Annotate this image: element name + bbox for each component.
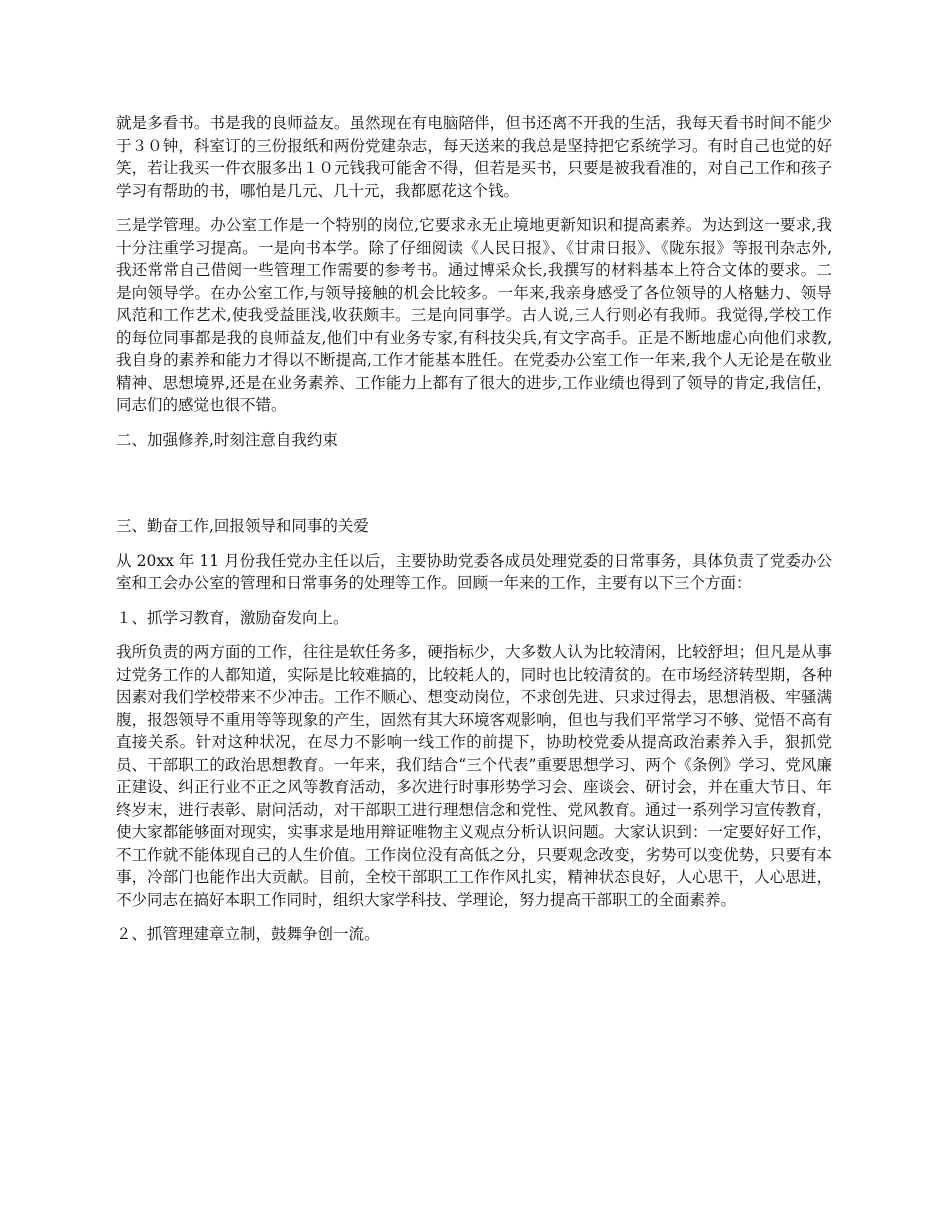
paragraph-reading-habit: 就是多看书。书是我的良师益友。虽然现在有电脑陪伴，但书还离不开我的生活，我每天看书时间不能少于３０钟，科室订的三份报纸和两份党建杂志，每天送来的我总是坚持把它系统学习。有时自己也觉的好笑，若让我买一件衣服多出１０元钱我可能舍不得，但若是买书，只要是被我看准的，对自己工作和孩子学习有帮助的书，哪怕是几元、几十元，我都愿花这个钱。 [116,114,832,200]
paragraph-study-education-detail: 我所负责的两方面的工作，往往是软任务多，硬指标少，大多数人认为比较清闲，比较舒坦；但凡是从事过党务工作的人都知道，实际是比较难搞的，比较耗人的，同时也比较清贫的。在市场经济转型期，各种因素对我们学校带来不少冲击。工作不顺心、想变动岗位，不求创先进、只求过得去，思想消极、牢骚满腹，报怨领导不重用等等现象的产生，固然有其大环境客观影响，但也与我们平常学习不够、觉悟不高有直接关系。针对这种状况，在尽力不影响一线工作的前提下，协助校党委从提高政治素养入手，狠抓党员、干部职工的政治思想教育。一年来，我们结合“三个代表”重要思想学习、两个《条例》学习、党风廉正建设、纠正行业不正之风等教育活动，多次进行时事形势学习会、座谈会、研讨会，并在重大节日、年终岁末，进行表彰、尉问活动，对干部职工进行理想信念和党性、党风教育。通过一系列学习宣传教育，使大家都能够面对现实，实事求是地用辩证唯物主义观点分析认识问题。大家认识到：一定要好好工作，不工作就不能体现自己的人生价值。工作岗位没有高低之分，只要观念改变，劣势可以变优势，只要有本事，冷部门也能作出大贡献。目前，全校干部职工工作作风扎实，精神状态良好，人心思干，人心思进，不少同志在搞好本职工作同时，组织大家学科技、学理论，努力提高干部职工的全面素养。 [116,643,832,909]
subheading-management-rules: ２、抓管理建章立制，鼓舞争创一流。 [116,925,380,943]
paragraph-work-overview: 从 20xx 年 11 月份我任党办主任以后，主要协助党委各成员处理党委的日常事务，具体负责了党委办公室和工会办公室的管理和日常事务的处理等工作。回顾一年来的工作，主要有以下三个方面： [116,551,832,592]
document-page [116,112,832,958]
subheading-study-education: １、抓学习教育，激励奋发向上。 [116,608,349,627]
spacer [116,463,832,515]
section-heading-cultivation: 二、加强修养,时刻注意自我约束 [116,430,338,449]
section-heading-diligent-work: 三、勤奋工作,回报领导和同事的关爱 [116,517,369,535]
paragraph-learn-management: 三是学管理。办公室工作是一个特别的岗位,它要求永无止境地更新知识和提高素养。为达到这一要求,我十分注重学习提高。一是向书本学。除了仔细阅读《人民日报》、《甘肃日报》、《陇东报》等报刊杂志外,我还常常自己借阅一些管理工作需要的参考书。通过博采众长,我撰写的材料基本上符合文体的要求。二是向领导学。在办公室工作,与领导接触的机会比较多。一年来,我亲身感受了各位领导的人格魅力、领导风范和工作艺术,使我受益匪浅,收获颇丰。三是向同事学。古人说,三人行则必有我师。我觉得,学校工作的每位同事都是我的良师益友,他们中有业务专家,有科技尖兵,有文字高手。正是不断地虚心向他们求教,我自身的素养和能力才得以不断提高,工作才能基本胜任。在党委办公室工作一年来,我个人无论是在敬业精神、思想境界,还是在业务素养、工作能力上都有了很大的进步,工作业绩也得到了领导的肯定,我信任，同志们的感觉也很不错。 [116,216,832,414]
